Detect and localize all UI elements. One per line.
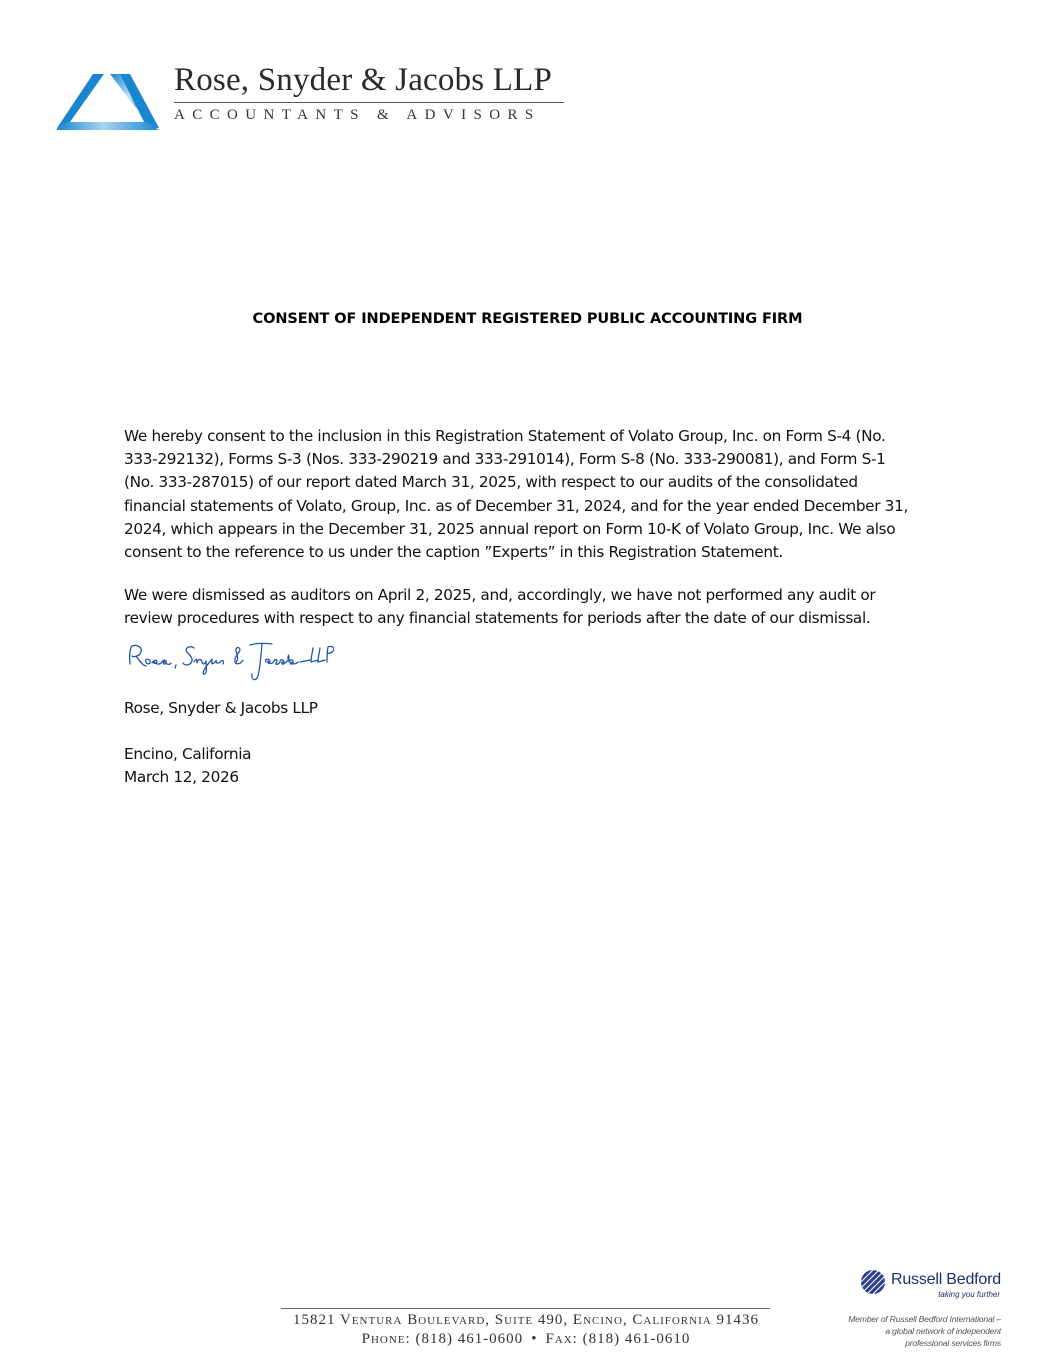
paragraph-line: review procedures with respect to any financial statements for periods after the date of our dismissal. [124, 609, 871, 628]
membership-line: Member of Russell Bedford International – [848, 1314, 1001, 1324]
network-logo [860, 1269, 1005, 1301]
handwritten-signature [124, 638, 334, 688]
signing-date: March 12, 2026 [124, 768, 239, 786]
letterhead [57, 62, 577, 132]
paragraph-line: We were dismissed as auditors on April 2, 2025, and, accordingly, we have not performed any audit or [124, 586, 876, 604]
footer-contact [271, 1331, 781, 1348]
letterhead-divider [174, 102, 564, 103]
membership-line: professional services firms [905, 1338, 1001, 1348]
paragraph-line: financial statements of Volato, Group, Inc. as of December 31, 2024, and for the year ended December 31, [124, 496, 908, 515]
signer-name: Rose, Snyder & Jacobs LLP [124, 699, 318, 717]
paragraph-line: consent to the reference to us under the caption ”Experts” in this Registration Statement. [124, 543, 783, 562]
membership-line: a global network of independent [885, 1326, 1001, 1336]
consent-paragraph [124, 425, 944, 564]
paragraph-line: 333-292132), Forms S-3 (Nos. 333-290219 and 333-291014), Form S-8 (No. 333-290081), and Form S-1 [124, 450, 886, 469]
paragraph-line: We hereby consent to the inclusion in this Registration Statement of Volato Group, Inc. on Form S-4 (No. [124, 427, 886, 445]
paragraph-line: 2024, which appears in the December 31, 2025 annual report on Form 10-K of Volato Group, Inc. We also [124, 519, 896, 538]
striped-globe-icon [860, 1269, 886, 1295]
firm-tagline: ACCOUNTANTS & ADVISORS [174, 107, 541, 123]
footer-phone: Phone: (818) 461-0600 [361, 1331, 524, 1347]
footer-fax: Fax: (818) 461-0610 [545, 1331, 691, 1347]
footer-address: 15821 Ventura Boulevard, Suite 490, Encino, California 91436 [293, 1312, 759, 1328]
signing-location: Encino, California [124, 745, 252, 763]
document-title: CONSENT OF INDEPENDENT REGISTERED PUBLIC ACCOUNTING FIRM [252, 311, 803, 327]
firm-name: Rose, Snyder & Jacobs LLP [174, 62, 553, 98]
paragraph-line: (No. 333-287015) of our report dated March 31, 2025, with respect to our audits of the consolidated [124, 473, 858, 492]
triangle-logo-icon [57, 68, 159, 130]
network-name: Russell Bedford [891, 1271, 1001, 1288]
network-membership-note [848, 1313, 1001, 1349]
footer-divider [281, 1308, 770, 1309]
network-tagline: taking you further [938, 1290, 1000, 1299]
dismissal-paragraph [124, 584, 944, 630]
bullet-separator: • [531, 1331, 538, 1347]
